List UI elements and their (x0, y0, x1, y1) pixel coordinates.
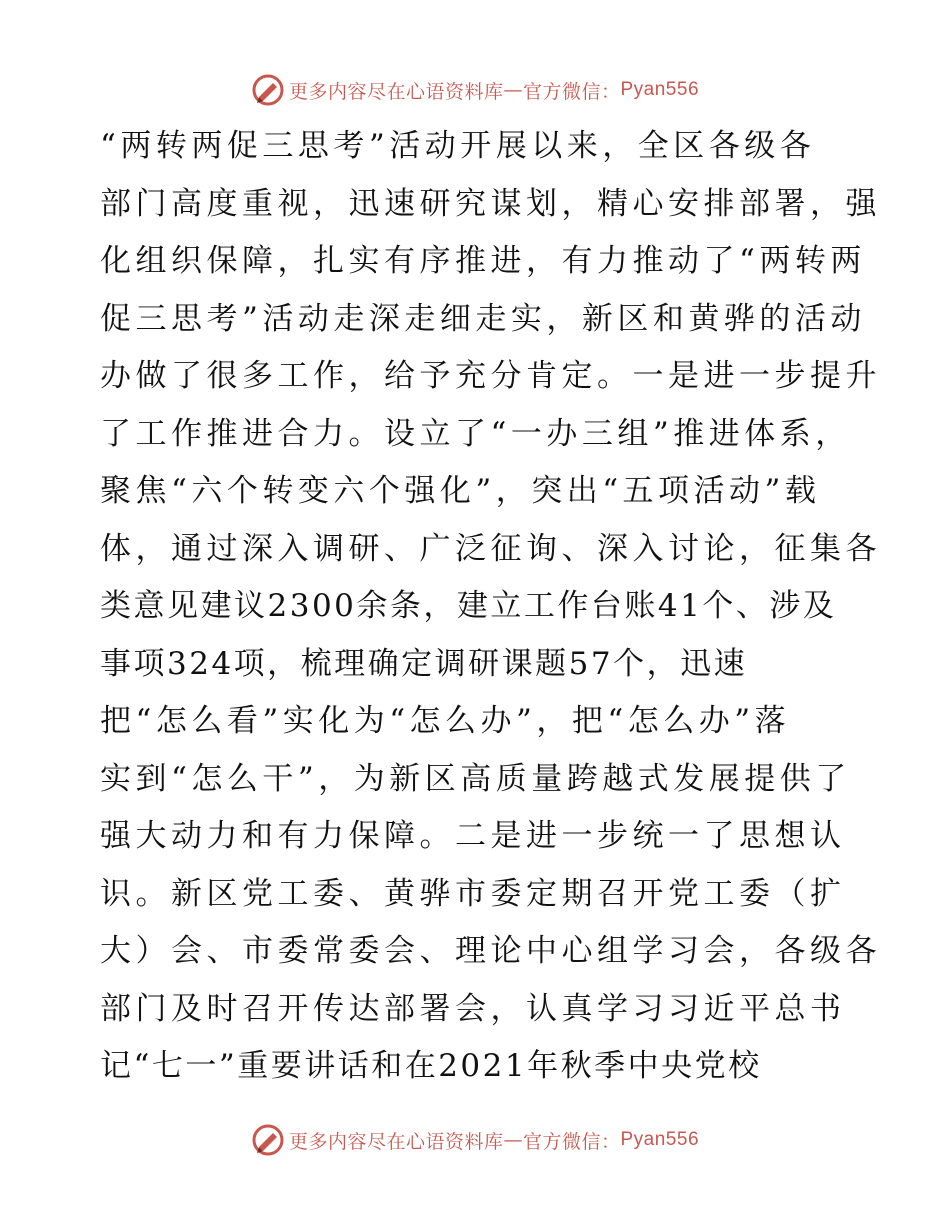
text-line-12: 实到“怎么干”，为新区高质量跨越式发展提供了 (100, 760, 851, 797)
pen-logo-icon (251, 1123, 285, 1157)
text-line-8: 体，通过深入调研、广泛征询、深入讨论，征集各 (100, 530, 881, 567)
watermark-separator: — (503, 79, 523, 101)
watermark-wechat-id: Pyan556 (620, 79, 700, 100)
watermark-main-text: 更多内容尽在心语资料库 (288, 80, 504, 103)
text-line-2: 部门高度重视，迅速研究谋划，精心安排部署，强 (100, 185, 881, 222)
text-line-17: 记“七一”重要讲话和在2021年秋季中央党校 (100, 1048, 762, 1084)
watermark-wechat-id: Pyan556 (620, 1129, 700, 1150)
text-line-1: “两转两促三思考”活动开展以来，全区各级各 (100, 128, 816, 164)
document-body (100, 118, 881, 1096)
text-line-6: 了工作推进合力。设立了“一办三组”推进体系， (100, 415, 851, 452)
text-line-9: 类意见建议2300余条，建立工作台账41个、涉及 (100, 588, 837, 624)
watermark-banner-top (0, 70, 950, 110)
text-line-3: 化组织保障，扎实有序推进，有力推动了“两转两 (100, 243, 866, 279)
text-line-13: 强大动力和有力保障。二是进一步统一了思想认 (100, 818, 846, 854)
pen-logo-icon (251, 73, 285, 107)
text-line-4: 促三思考”活动走深走细走实，新区和黄骅的活动 (100, 300, 866, 337)
text-line-7: 聚焦“六个转变六个强化”，突出“五项活动”载 (100, 473, 821, 509)
text-line-16: 部门及时召开传达部署会，认真学习习近平总书 (100, 990, 846, 1027)
text-line-14: 识。新区党工委、黄骅市委定期召开党工委（扩 (100, 875, 846, 912)
watermark-main-text: 更多内容尽在心语资料库 (288, 1130, 504, 1153)
watermark-separator: — (503, 1129, 523, 1151)
text-line-11: 把“怎么看”实化为“怎么办”，把“怎么办”落 (100, 703, 791, 739)
watermark-wechat-label: 官方微信： (522, 80, 621, 103)
text-line-5: 办做了很多工作，给予充分肯定。一是进一步提升 (100, 358, 881, 394)
text-line-10: 事项324项，梳理确定调研课题57个，迅速 (100, 645, 748, 682)
watermark-wechat-label: 官方微信： (522, 1130, 621, 1153)
text-line-15: 大）会、市委常委会、理论中心组学习会，各级各 (100, 933, 881, 969)
watermark-banner-bottom (0, 1120, 950, 1160)
